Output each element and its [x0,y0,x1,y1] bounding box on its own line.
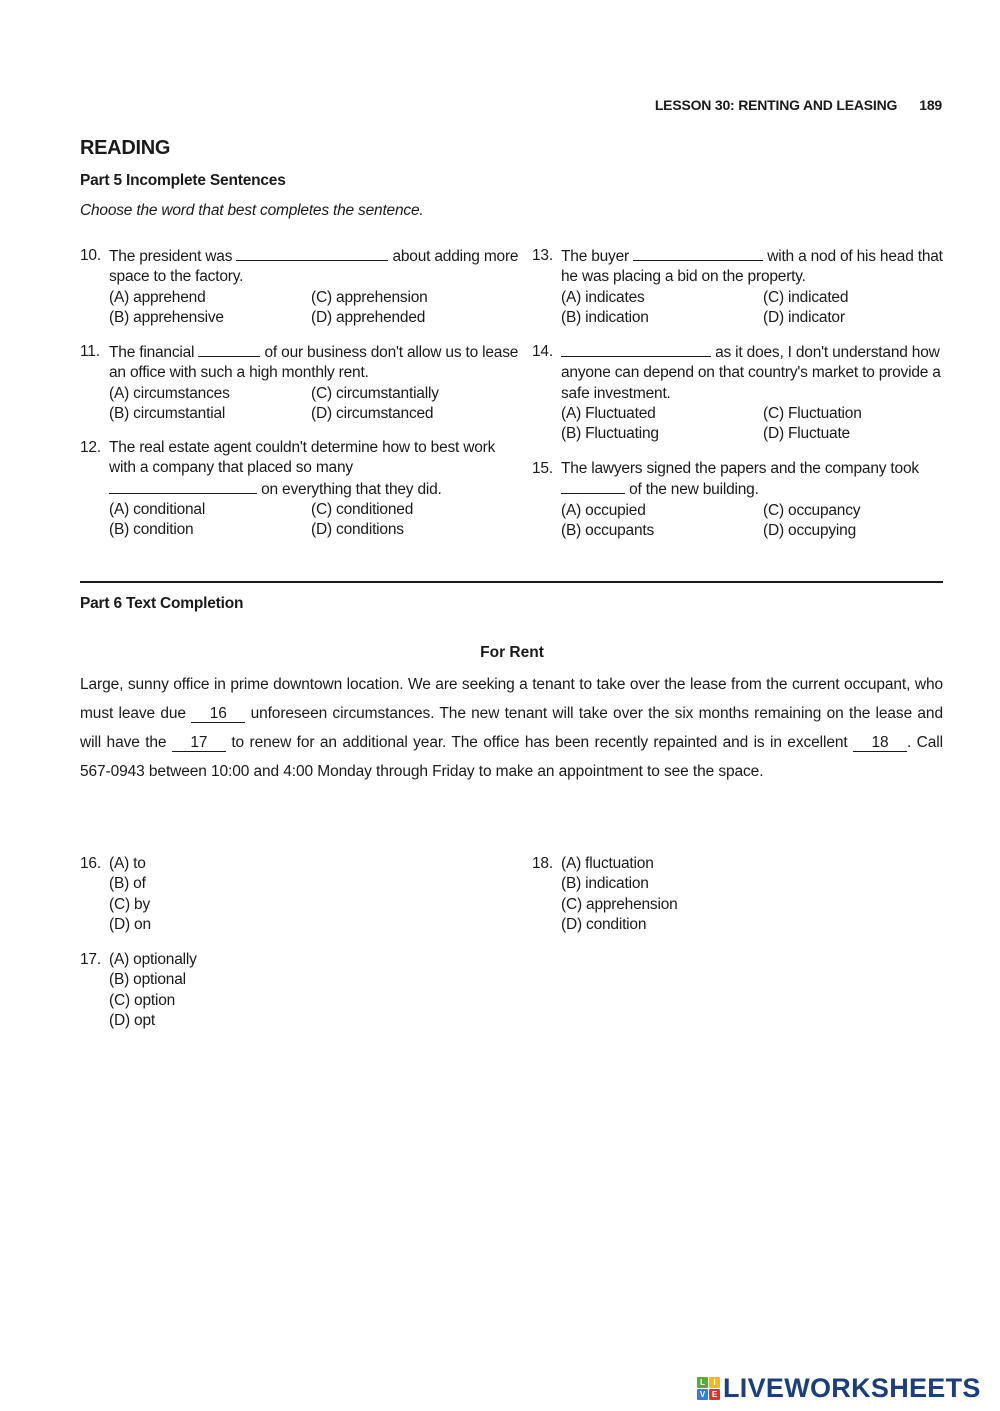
question-12 [80,438,500,540]
logo-text: LIVEWORKSHEETS [723,1373,981,1403]
section-divider [80,581,943,583]
question-number: 13. [532,247,553,264]
question-16 [80,854,380,935]
option-b[interactable]: (B) Fluctuating [561,425,659,443]
question-number: 10. [80,247,101,264]
question-number: 14. [532,343,553,360]
answer-blank[interactable] [561,342,711,357]
answer-blank[interactable] [236,246,388,261]
part6-title: Part 6 Text Completion [80,595,244,612]
option-d[interactable]: (D) circumstanced [311,404,434,422]
option-a[interactable]: (A) conditional [109,500,206,518]
option-a[interactable]: (A) occupied [561,501,646,519]
options [109,288,520,329]
options [561,854,832,935]
option-a[interactable]: (A) fluctuation [561,855,654,872]
liveworksheets-logo[interactable] [697,1374,981,1402]
question-stem: The real estate agent couldn't determine how to best work with a company that placed so many on everything that they did. [109,439,496,498]
lesson-title: LESSON 30: RENTING AND LEASING [654,97,898,113]
option-b[interactable]: (B) indication [561,308,649,326]
part5-instruction: Choose the word that best completes the sentence. [80,202,424,219]
option-c[interactable]: (C) apprehension [561,895,678,913]
option-c[interactable]: (C) indicated [763,288,849,306]
question-number: 17. [80,951,101,968]
option-d[interactable]: (D) indicator [763,308,845,326]
option-c[interactable]: (C) conditioned [311,500,414,518]
question-stem: The financial of our business don't allow us to lease an office with such a high monthly rent. [109,344,519,382]
answer-blank[interactable] [561,479,625,494]
gap-16[interactable]: 16 [191,706,245,723]
running-head [655,97,942,113]
options [109,384,520,425]
question-14 [532,342,942,444]
option-a[interactable]: (A) optionally [109,951,197,968]
question-stem: The president was about adding more space to the factory. [109,248,519,286]
option-d[interactable]: (D) opt [109,1011,155,1029]
part5-title: Part 5 Incomplete Sentences [80,172,286,189]
option-d[interactable]: (D) condition [561,915,647,933]
option-c[interactable]: (C) option [109,991,176,1009]
question-number: 15. [532,460,553,477]
question-number: 12. [80,439,101,456]
option-d[interactable]: (D) conditions [311,521,404,539]
options [561,501,942,542]
options [109,950,380,1031]
question-number: 16. [80,855,101,872]
option-a[interactable]: (A) apprehend [109,288,206,306]
option-c[interactable]: (C) apprehension [311,288,428,306]
option-a[interactable]: (A) circumstances [109,384,230,402]
option-d[interactable]: (D) occupying [763,521,857,539]
option-d[interactable]: (D) on [109,915,151,933]
passage-text: Large, sunny office in prime downtown location. We are seeking a tenant to take over the lease from the current occupant, who must leave due 16 unforeseen circumstances. The new tenant will take over the six months remaining on the lease and will have the 17 to renew for an additional year. The office has been recently repainted and is in excellent 18 . Call 567-0943 between 10:00 and 4:00 Monday through Friday to make an appointment to see the space. [80,676,943,780]
option-c[interactable]: (C) Fluctuation [763,404,862,422]
option-a[interactable]: (A) Fluctuated [561,404,656,422]
option-b[interactable]: (B) occupants [561,521,655,539]
question-number: 11. [80,343,100,360]
question-17 [80,950,380,1031]
question-13 [532,246,952,328]
option-b[interactable]: (B) of [109,875,146,893]
option-d[interactable]: (D) Fluctuate [763,425,850,443]
option-b[interactable]: (B) circumstantial [109,404,226,422]
question-stem: The lawyers signed the papers and the company took of the new building. [561,460,919,499]
question-10 [80,246,520,328]
option-d[interactable]: (D) apprehended [311,308,426,326]
options [109,854,380,935]
option-b[interactable]: (B) optional [109,971,186,989]
options [561,288,952,329]
option-a[interactable]: (A) indicates [561,288,645,306]
option-a[interactable]: (A) to [109,855,146,872]
question-stem: The buyer with a nod of his head that he was placing a bid on the property. [561,248,943,286]
question-15 [532,459,942,541]
option-c[interactable]: (C) circumstantially [311,384,439,402]
answer-blank[interactable] [633,246,763,261]
option-b[interactable]: (B) indication [561,875,649,893]
passage-title: For Rent [480,644,544,661]
option-c[interactable]: (C) occupancy [763,501,861,519]
gap-18[interactable]: 18 [853,735,907,752]
question-18 [532,854,832,935]
answer-blank[interactable] [109,479,257,494]
option-b[interactable]: (B) apprehensive [109,308,224,326]
section-title: READING [80,137,171,159]
question-11 [80,342,520,424]
options [109,500,500,541]
question-number: 18. [532,855,553,872]
question-stem: as it does, I don't understand how anyone can depend on that country's market to provide a safe investment. [561,344,941,402]
gap-17[interactable]: 17 [172,735,226,752]
option-c[interactable]: (C) by [109,895,150,913]
answer-blank[interactable] [198,342,260,357]
options [561,404,942,445]
logo-squares-icon: L I V E [697,1377,720,1400]
option-b[interactable]: (B) condition [109,521,194,539]
page-number: 189 [919,97,942,113]
